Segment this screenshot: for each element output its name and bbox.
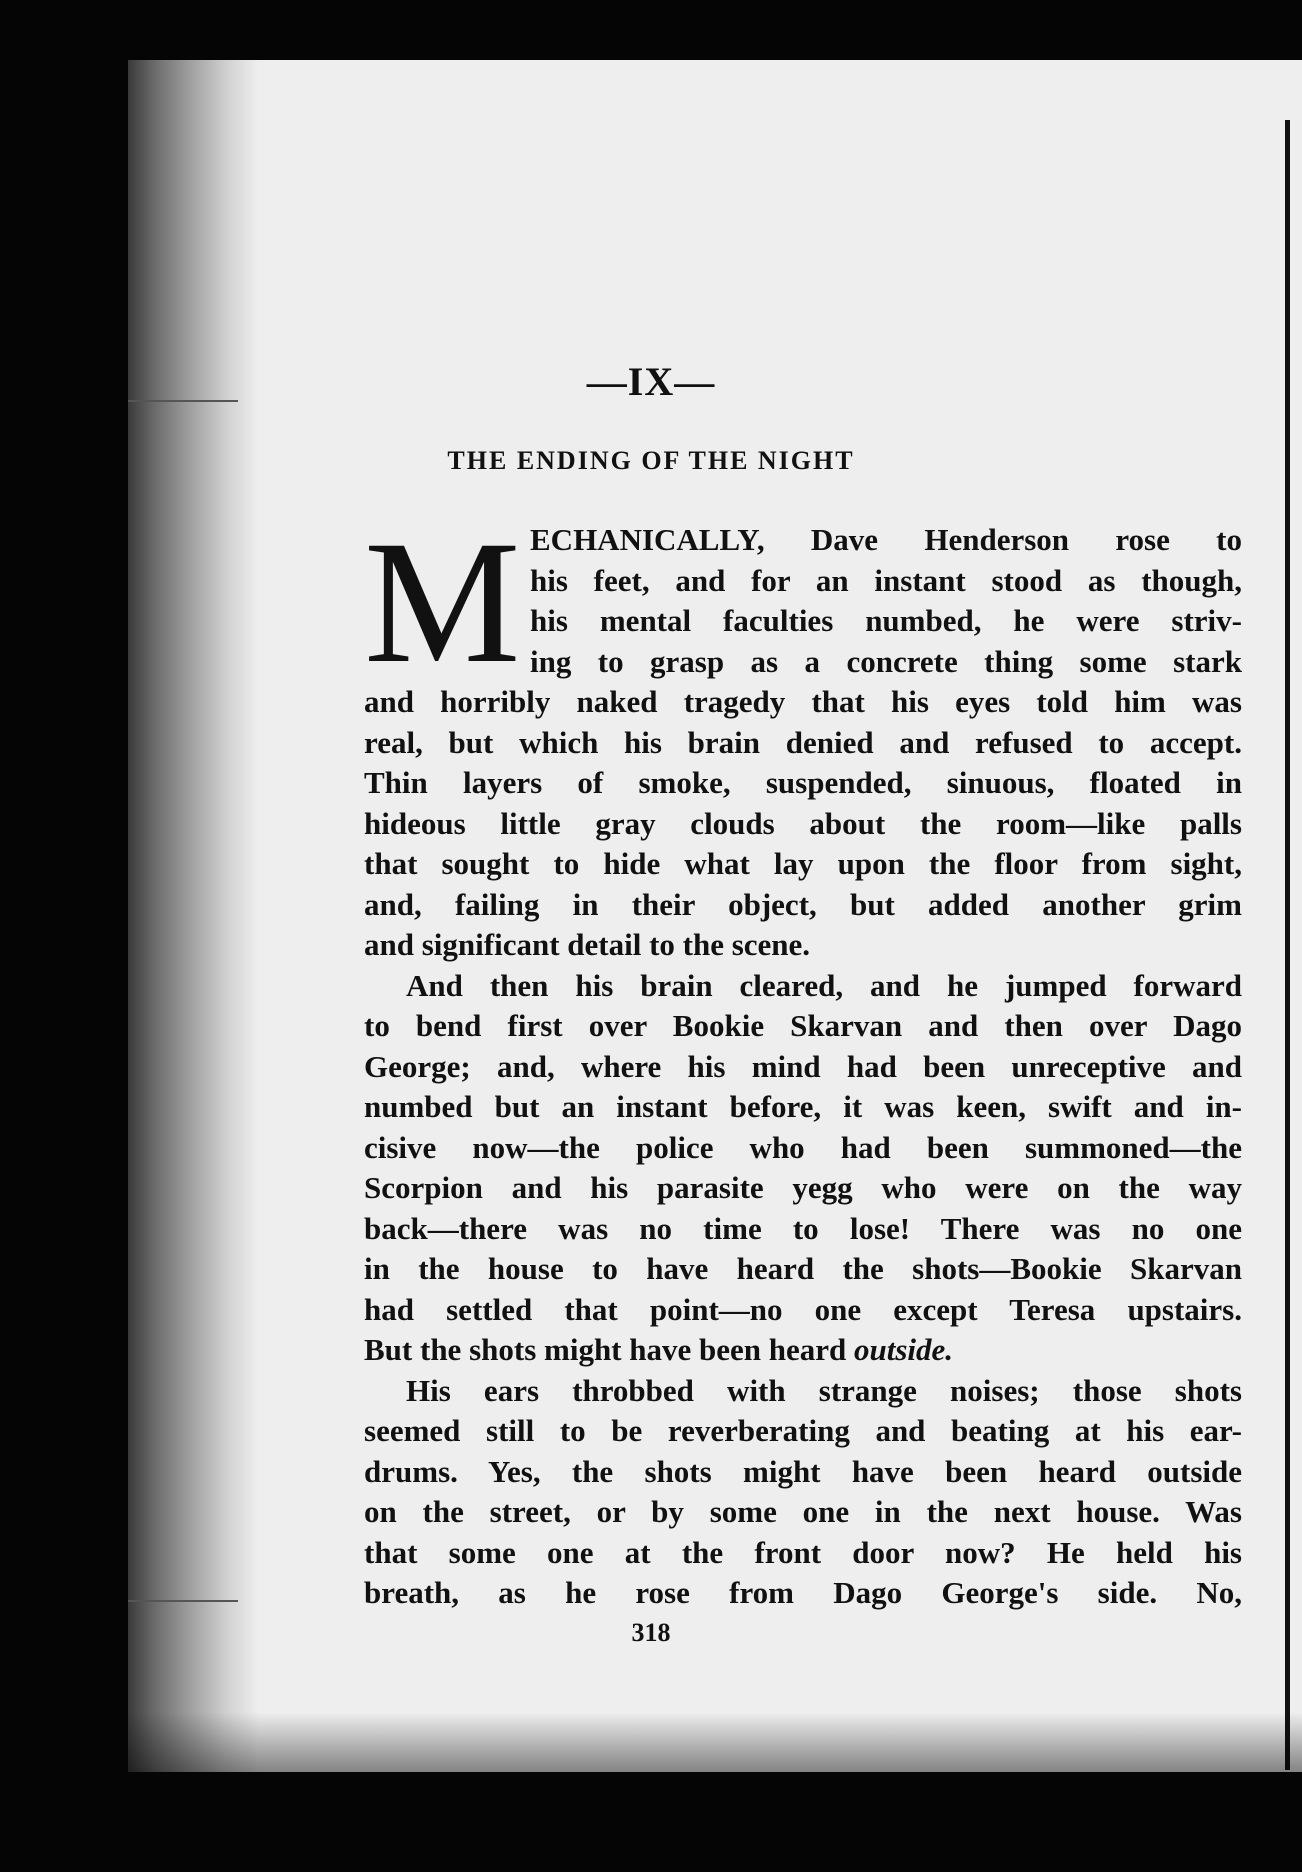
text-line: on the street, or by some one in the next house. Was (364, 1494, 1242, 1529)
text-line: had settled that point—no one except Teresa upstairs. (364, 1291, 1242, 1327)
text-line: and significant detail to the scene. (364, 927, 811, 962)
text-line: in the house to have heard the shots—Bookie Skarvan (364, 1251, 1242, 1286)
text-line: his feet, and for an instant stood as though, (530, 562, 1242, 598)
chapter-number: —IX— (586, 359, 716, 404)
text-line: real, but which his brain denied and refused to accept. (364, 724, 1242, 760)
page-gutter-shadow (128, 60, 258, 1772)
text-line: back—there was no time to lose! There was no one (364, 1210, 1242, 1246)
text-line: breath, as he rose from Dago George's side. No, (364, 1575, 1242, 1610)
text-line: to bend first over Bookie Skarvan and then over Dago (364, 1008, 1242, 1043)
text-line: George; and, where his mind had been unreceptive and (364, 1048, 1242, 1084)
drop-cap: M (364, 505, 521, 700)
chapter-title: THE ENDING OF THE NIGHT (447, 446, 855, 475)
text-line: drums. Yes, the shots might have been heard outside (364, 1453, 1242, 1489)
page-number: 318 (631, 1618, 671, 1647)
text-line: and horribly naked tragedy that his eyes told him was (364, 684, 1242, 719)
text-line: that sought to hide what lay upon the floor from sight, (364, 846, 1242, 881)
text-line: his mental faculties numbed, he were striv- (530, 603, 1242, 638)
page-bottom-shadow (128, 1712, 1302, 1772)
text-line: ECHANICALLY, Dave Henderson rose to (530, 522, 1242, 557)
text-line: And then his brain cleared, and he jumped forward (406, 967, 1242, 1003)
text-line: ing to grasp as a concrete thing some stark (530, 643, 1242, 679)
body-text (364, 505, 1242, 1614)
text-line: and, failing in their object, but added another grim (364, 886, 1242, 922)
text-line (364, 1330, 1242, 1371)
text-line: hideous little gray clouds about the room—like palls (364, 805, 1242, 841)
text-line: Thin layers of smoke, suspended, sinuous, floated in (364, 765, 1242, 800)
text-line: His ears throbbed with strange noises; those shots (406, 1372, 1242, 1408)
text-line: that some one at the front door now? He held his (364, 1534, 1242, 1570)
text-line: seemed still to be reverberating and beating at his ear- (364, 1413, 1242, 1448)
italic-word: outside. (854, 1332, 954, 1367)
text-line: cisive now—the police who had been summoned—the (364, 1129, 1242, 1165)
text-line: Scorpion and his parasite yegg who were on the way (364, 1170, 1242, 1205)
text-line: numbed but an instant before, it was keen, swift and in- (364, 1089, 1242, 1124)
text-line-start: But the shots might have been heard (364, 1332, 847, 1367)
gutter-mark (128, 1600, 238, 1602)
